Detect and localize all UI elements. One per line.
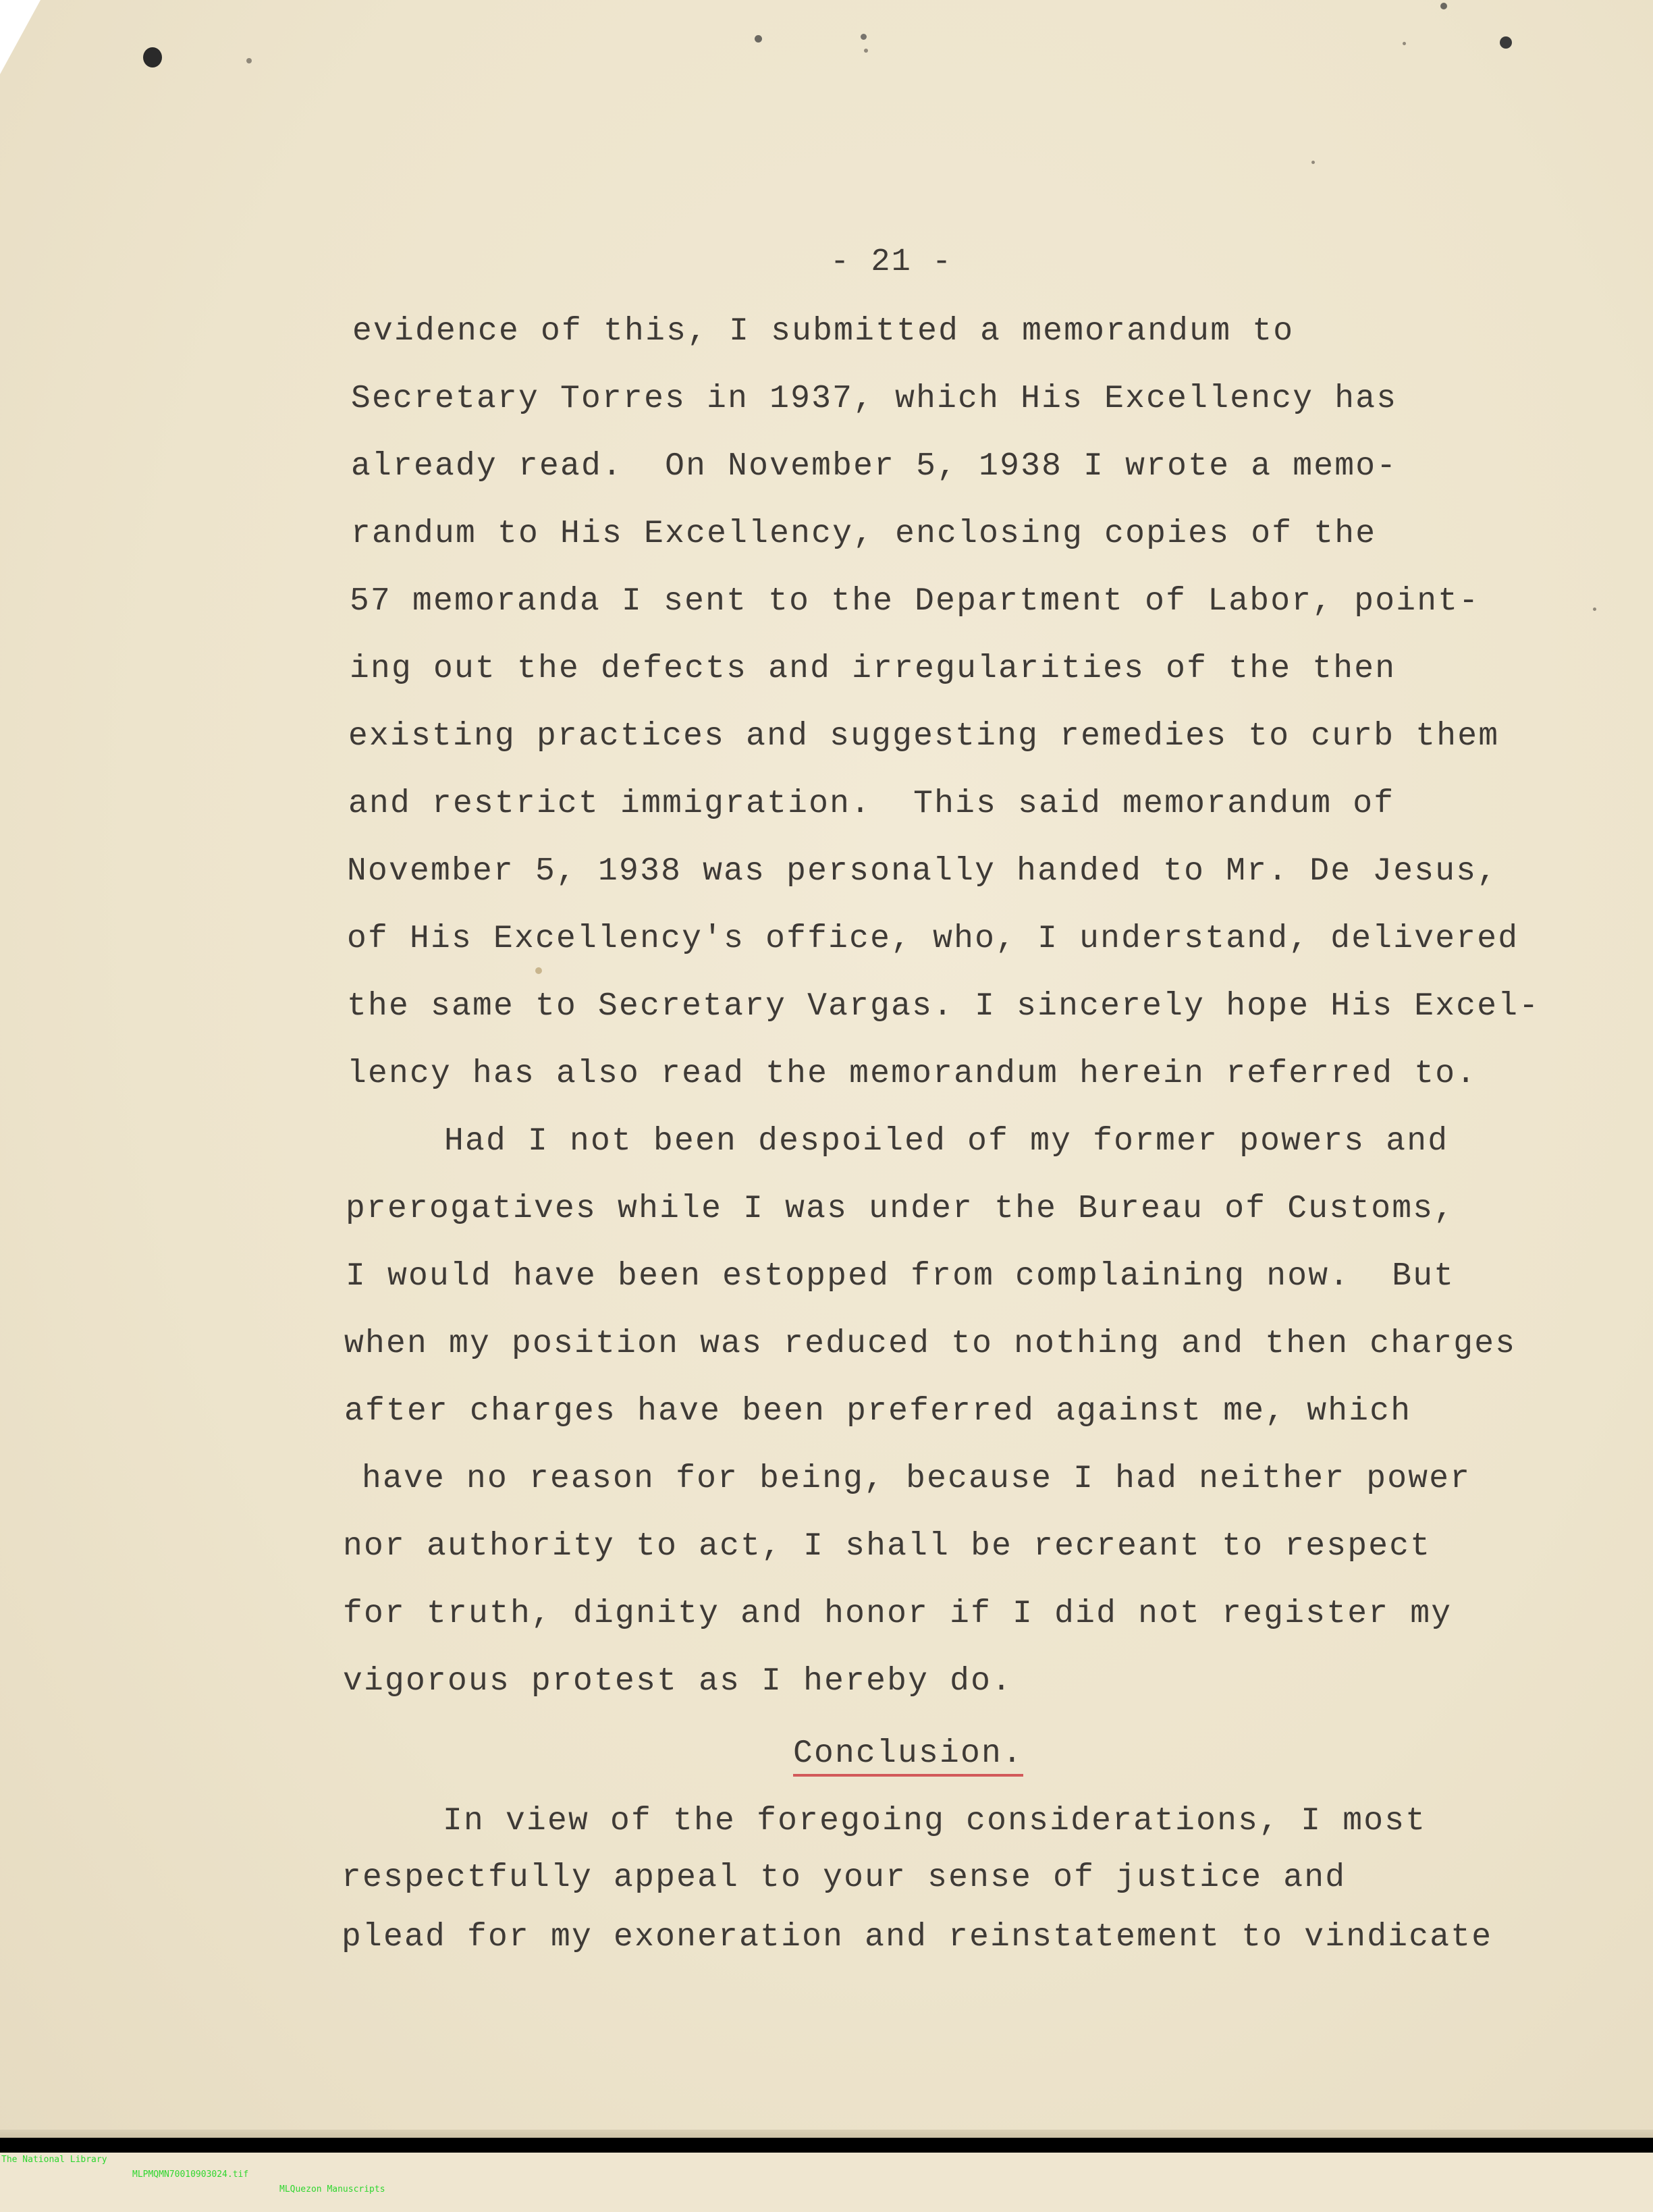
text-line: already read. On November 5, 1938 I wrote a memo-: [351, 448, 1398, 485]
speck: [861, 34, 867, 40]
punch-hole-right: [1500, 36, 1512, 49]
text-line: Had I not been despoiled of my former powers and: [444, 1123, 1449, 1160]
text-line: I would have been estopped from complaining now. But: [346, 1258, 1455, 1295]
text-line: ing out the defects and irregularities of the then: [350, 651, 1397, 687]
text-line: existing practices and suggesting remedies to curb them: [348, 718, 1500, 755]
text-line: randum to His Excellency, enclosing copies of the: [351, 516, 1377, 552]
scan-footer: [0, 2138, 1653, 2194]
speck: [1593, 608, 1596, 611]
text-line: evidence of this, I submitted a memorandum to: [352, 313, 1295, 350]
speck: [535, 967, 542, 974]
folded-corner: [0, 0, 40, 74]
page-number: - 21 -: [830, 244, 953, 280]
text-line: vigorous protest as I hereby do.: [343, 1663, 1013, 1700]
text-line: respectfully appeal to your sense of justice and: [342, 1860, 1347, 1896]
footer-library: The National Library: [1, 2155, 107, 2165]
page-bottom-edge: [0, 2130, 1653, 2138]
text-line: plead for my exoneration and reinstatement to vindicate: [342, 1919, 1493, 1955]
text-line: November 5, 1938 was personally handed to Mr. De Jesus,: [347, 853, 1498, 890]
text-line: prerogatives while I was under the Bureau of Customs,: [346, 1191, 1455, 1227]
text-line: the same to Secretary Vargas. I sincerely hope His Excel-: [347, 988, 1540, 1025]
text-line: when my position was reduced to nothing and then charges: [344, 1326, 1517, 1362]
text-line: have no reason for being, because I had neither power: [362, 1461, 1471, 1497]
speck: [1403, 42, 1406, 45]
speck: [1440, 3, 1447, 9]
text-line: and restrict immigration. This said memorandum of: [348, 786, 1395, 822]
speck: [1311, 161, 1315, 164]
footer-collection: MLQuezon Manuscripts: [279, 2184, 385, 2194]
footer-file-id: MLPMQMN70010903024.tif: [132, 2169, 249, 2180]
text-line: In view of the foregoing considerations, I most: [443, 1803, 1427, 1839]
punch-hole-left: [143, 47, 162, 68]
text-line: lency has also read the memorandum herein referred to.: [347, 1056, 1478, 1092]
speck: [755, 35, 762, 43]
section-heading: Conclusion.: [793, 1733, 1023, 1777]
text-line: after charges have been preferred against me, which: [344, 1393, 1412, 1430]
text-line: for truth, dignity and honor if I did not register my: [343, 1596, 1453, 1632]
text-line: nor authority to act, I shall be recreant to respect: [343, 1528, 1432, 1565]
speck: [246, 58, 252, 63]
text-line: of His Excellency's office, who, I understand, delivered: [347, 921, 1519, 957]
speck: [864, 49, 868, 53]
text-line: 57 memoranda I sent to the Department of Labor, point-: [350, 583, 1480, 620]
text-line: Secretary Torres in 1937, which His Excellency has: [351, 381, 1398, 417]
